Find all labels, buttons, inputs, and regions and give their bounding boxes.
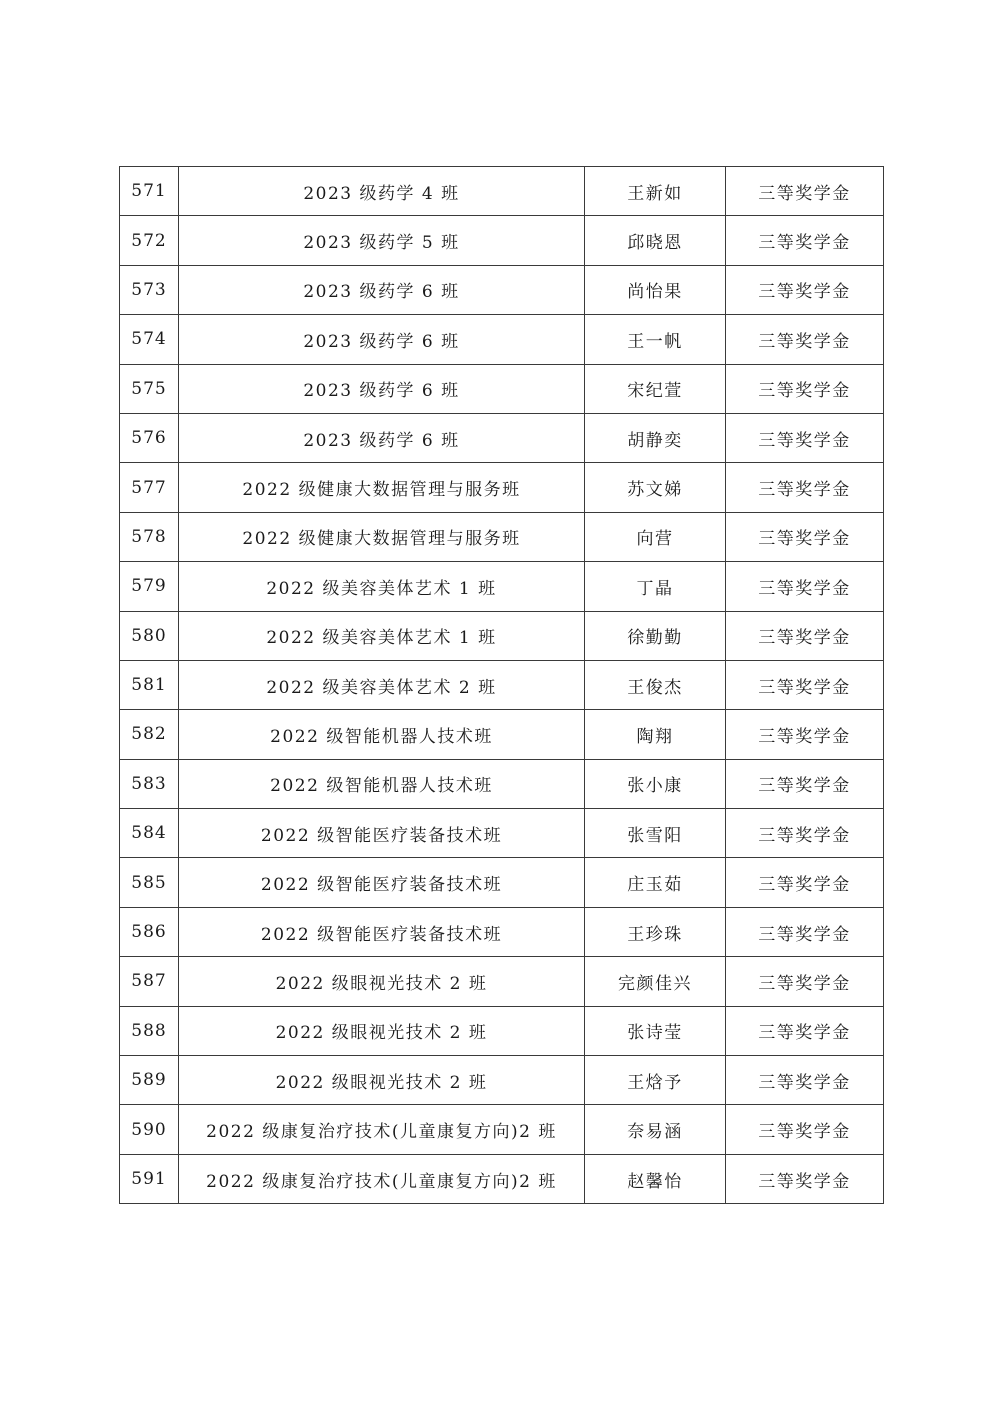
row-number-cell: 572 bbox=[120, 216, 179, 265]
student-name-cell: 张雪阳 bbox=[585, 809, 726, 858]
award-level-cell: 三等奖学金 bbox=[726, 759, 884, 808]
award-level-cell: 三等奖学金 bbox=[726, 1154, 884, 1203]
student-name-cell: 徐勤勤 bbox=[585, 611, 726, 660]
row-number-cell: 575 bbox=[120, 364, 179, 413]
scholarship-table bbox=[119, 166, 884, 1204]
award-level-cell: 三等奖学金 bbox=[726, 710, 884, 759]
row-number-cell: 578 bbox=[120, 512, 179, 561]
table-row bbox=[120, 1006, 884, 1055]
student-name-cell: 庄玉茹 bbox=[585, 858, 726, 907]
student-name-cell: 邱晓恩 bbox=[585, 216, 726, 265]
table-row bbox=[120, 660, 884, 709]
student-name-cell: 尚怡果 bbox=[585, 265, 726, 314]
row-number-cell: 589 bbox=[120, 1056, 179, 1105]
table-row bbox=[120, 1056, 884, 1105]
row-number-cell: 573 bbox=[120, 265, 179, 314]
table-row bbox=[120, 611, 884, 660]
table-row bbox=[120, 315, 884, 364]
table-row bbox=[120, 710, 884, 759]
student-name-cell: 陶翔 bbox=[585, 710, 726, 759]
row-number-cell: 587 bbox=[120, 957, 179, 1006]
student-name-cell: 胡静奕 bbox=[585, 413, 726, 462]
row-number-cell: 585 bbox=[120, 858, 179, 907]
table-row bbox=[120, 1154, 884, 1203]
student-name-cell: 王珍珠 bbox=[585, 907, 726, 956]
class-name-cell: 2023 级药学 6 班 bbox=[179, 265, 585, 314]
student-name-cell: 苏文娣 bbox=[585, 463, 726, 512]
scholarship-table-body bbox=[120, 167, 884, 1204]
student-name-cell: 王一帆 bbox=[585, 315, 726, 364]
table-row bbox=[120, 167, 884, 216]
student-name-cell: 张小康 bbox=[585, 759, 726, 808]
table-row bbox=[120, 1105, 884, 1154]
row-number-cell: 579 bbox=[120, 562, 179, 611]
class-name-cell: 2022 级智能医疗装备技术班 bbox=[179, 809, 585, 858]
class-name-cell: 2022 级康复治疗技术(儿童康复方向)2 班 bbox=[179, 1154, 585, 1203]
award-level-cell: 三等奖学金 bbox=[726, 907, 884, 956]
student-name-cell: 奈易涵 bbox=[585, 1105, 726, 1154]
class-name-cell: 2022 级健康大数据管理与服务班 bbox=[179, 512, 585, 561]
table-row bbox=[120, 858, 884, 907]
class-name-cell: 2023 级药学 6 班 bbox=[179, 413, 585, 462]
award-level-cell: 三等奖学金 bbox=[726, 611, 884, 660]
student-name-cell: 向营 bbox=[585, 512, 726, 561]
student-name-cell: 完颜佳兴 bbox=[585, 957, 726, 1006]
table-row bbox=[120, 907, 884, 956]
table-row bbox=[120, 463, 884, 512]
class-name-cell: 2022 级智能机器人技术班 bbox=[179, 710, 585, 759]
row-number-cell: 577 bbox=[120, 463, 179, 512]
row-number-cell: 584 bbox=[120, 809, 179, 858]
student-name-cell: 丁晶 bbox=[585, 562, 726, 611]
award-level-cell: 三等奖学金 bbox=[726, 512, 884, 561]
row-number-cell: 571 bbox=[120, 167, 179, 216]
table-row bbox=[120, 759, 884, 808]
award-level-cell: 三等奖学金 bbox=[726, 809, 884, 858]
row-number-cell: 591 bbox=[120, 1154, 179, 1203]
row-number-cell: 581 bbox=[120, 660, 179, 709]
class-name-cell: 2022 级美容美体艺术 1 班 bbox=[179, 562, 585, 611]
class-name-cell: 2023 级药学 6 班 bbox=[179, 364, 585, 413]
award-level-cell: 三等奖学金 bbox=[726, 660, 884, 709]
class-name-cell: 2022 级智能机器人技术班 bbox=[179, 759, 585, 808]
award-level-cell: 三等奖学金 bbox=[726, 1006, 884, 1055]
table-row bbox=[120, 265, 884, 314]
award-level-cell: 三等奖学金 bbox=[726, 413, 884, 462]
award-level-cell: 三等奖学金 bbox=[726, 957, 884, 1006]
table-row bbox=[120, 512, 884, 561]
row-number-cell: 590 bbox=[120, 1105, 179, 1154]
student-name-cell: 王新如 bbox=[585, 167, 726, 216]
row-number-cell: 580 bbox=[120, 611, 179, 660]
student-name-cell: 宋纪萱 bbox=[585, 364, 726, 413]
class-name-cell: 2022 级智能医疗装备技术班 bbox=[179, 858, 585, 907]
class-name-cell: 2022 级美容美体艺术 1 班 bbox=[179, 611, 585, 660]
row-number-cell: 583 bbox=[120, 759, 179, 808]
class-name-cell: 2022 级眼视光技术 2 班 bbox=[179, 1056, 585, 1105]
row-number-cell: 586 bbox=[120, 907, 179, 956]
award-level-cell: 三等奖学金 bbox=[726, 858, 884, 907]
student-name-cell: 王俊杰 bbox=[585, 660, 726, 709]
student-name-cell: 王焓予 bbox=[585, 1056, 726, 1105]
row-number-cell: 574 bbox=[120, 315, 179, 364]
award-level-cell: 三等奖学金 bbox=[726, 265, 884, 314]
student-name-cell: 张诗莹 bbox=[585, 1006, 726, 1055]
table-row bbox=[120, 216, 884, 265]
award-level-cell: 三等奖学金 bbox=[726, 167, 884, 216]
class-name-cell: 2022 级智能医疗装备技术班 bbox=[179, 907, 585, 956]
class-name-cell: 2022 级健康大数据管理与服务班 bbox=[179, 463, 585, 512]
row-number-cell: 576 bbox=[120, 413, 179, 462]
class-name-cell: 2023 级药学 6 班 bbox=[179, 315, 585, 364]
class-name-cell: 2023 级药学 5 班 bbox=[179, 216, 585, 265]
award-level-cell: 三等奖学金 bbox=[726, 562, 884, 611]
class-name-cell: 2022 级眼视光技术 2 班 bbox=[179, 1006, 585, 1055]
award-level-cell: 三等奖学金 bbox=[726, 1056, 884, 1105]
award-level-cell: 三等奖学金 bbox=[726, 364, 884, 413]
table-row bbox=[120, 364, 884, 413]
class-name-cell: 2022 级眼视光技术 2 班 bbox=[179, 957, 585, 1006]
table-row bbox=[120, 809, 884, 858]
class-name-cell: 2022 级康复治疗技术(儿童康复方向)2 班 bbox=[179, 1105, 585, 1154]
student-name-cell: 赵馨怡 bbox=[585, 1154, 726, 1203]
class-name-cell: 2022 级美容美体艺术 2 班 bbox=[179, 660, 585, 709]
class-name-cell: 2023 级药学 4 班 bbox=[179, 167, 585, 216]
row-number-cell: 588 bbox=[120, 1006, 179, 1055]
award-level-cell: 三等奖学金 bbox=[726, 216, 884, 265]
award-level-cell: 三等奖学金 bbox=[726, 463, 884, 512]
table-row bbox=[120, 413, 884, 462]
table-row bbox=[120, 562, 884, 611]
row-number-cell: 582 bbox=[120, 710, 179, 759]
award-level-cell: 三等奖学金 bbox=[726, 1105, 884, 1154]
award-level-cell: 三等奖学金 bbox=[726, 315, 884, 364]
table-row bbox=[120, 957, 884, 1006]
